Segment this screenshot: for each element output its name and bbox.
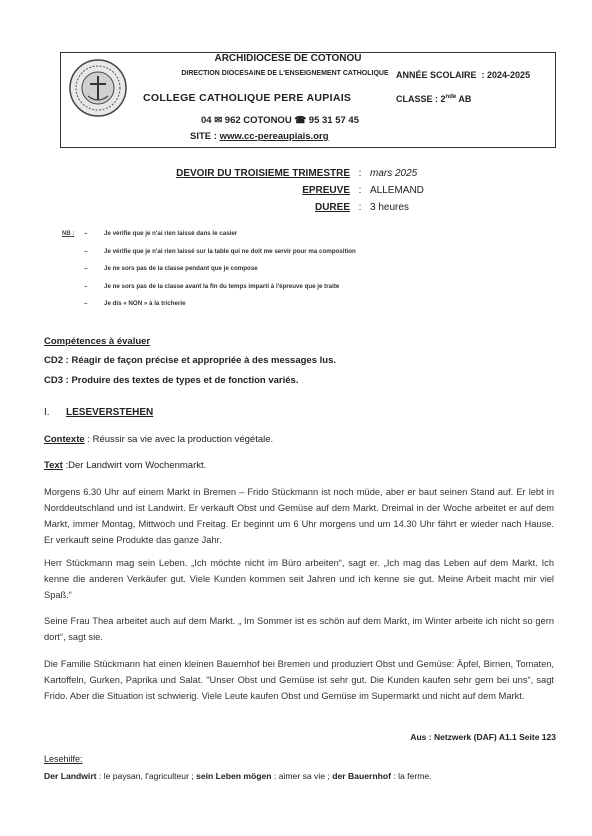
paragraph: Seine Frau Thea arbeitet auch auf dem Markt. „ Im Sommer ist es schön auf dem Markt, im Winter arbeite ich nicht so gern dort“, sagt sie.	[44, 616, 554, 642]
exam-row	[150, 199, 450, 216]
section-title: LESEVERSTEHEN	[66, 407, 154, 418]
lesehilfe-def: : aimer sa vie ;	[271, 771, 333, 781]
text-label: Text	[44, 460, 63, 471]
nb-list	[84, 225, 504, 313]
section-number: I.	[44, 407, 50, 418]
nb-label: NB :	[62, 231, 75, 237]
lesehilfe-term: Der Landwirt	[44, 771, 97, 781]
exam-colon: :	[358, 185, 362, 196]
text-line	[44, 460, 206, 471]
exam-value: ALLEMAND	[370, 185, 424, 196]
class-sup: nde	[445, 94, 457, 100]
section-heading	[44, 407, 153, 418]
school-year	[396, 70, 530, 80]
competence-code: CD2	[44, 355, 64, 366]
lesehilfe-def: : la ferme.	[390, 771, 432, 781]
competence-text: : Produire des textes de types et de fonction variés.	[65, 375, 299, 386]
exam-label: EPREUVE	[302, 185, 350, 196]
text-title: :Der Landwirt vom Wochenmarkt.	[62, 460, 207, 471]
contexte-label: Contexte	[44, 434, 85, 445]
nb-item-text: Je ne sors pas de la classe avant la fin du temps imparti à l'épreuve que je traite	[104, 282, 340, 290]
nb-item-text: Je vérifie que je n'ai rien laissé dans le casier	[104, 230, 238, 237]
competence-text: : Réagir de façon précise et appropriée à des messages lus.	[65, 355, 336, 366]
exam-value: mars 2025	[370, 168, 418, 179]
exam-label: DEVOIR DU TROISIEME TRIMESTRE	[176, 168, 350, 179]
lesehilfe-title-text: Lesehilfe	[44, 754, 81, 764]
paragraph: Morgens 6.30 Uhr auf einem Markt in Bremen – Frido Stückmann ist noch müde, aber er baut seinen Stand auf. Er lebt in Norddeutschland und ist Landwirt. Er verkauft Obst und Gemüse auf dem Markt. Dreimal in der Woche arbeitet er auf dem Markt, immer Montag, Mittwoch und Freitag. Er beginnt um 6 Uhr morgens und um 14.30 Uhr fährt er wieder nach Hause. Er verkauft seine Produkte das ganze Jahr.	[44, 487, 554, 545]
nb-item-text: Je ne sors pas de la classe pendant que je compose	[104, 265, 258, 272]
nb-item-text: Je dis « NON » à la tricherie	[104, 300, 186, 307]
exam-colon: :	[358, 168, 362, 179]
nb-item: – Je dis « NON » à la tricherie	[84, 300, 186, 307]
direction-line: DIRECTION DIOCESAINE DE L'ENSEIGNEMENT CATHOLIQUE	[181, 70, 389, 77]
site-line	[190, 131, 329, 142]
competences-title: Compétences à évaluer	[44, 336, 151, 347]
nb-label-text: NB	[62, 231, 71, 237]
exam-row	[150, 165, 450, 182]
lesehilfe-title: Lesehilfe:	[44, 754, 83, 764]
class-label: CLASSE	[396, 94, 433, 104]
nb-item: – Je ne sors pas de la classe pendant que je compose	[84, 265, 258, 272]
college-name: COLLEGE CATHOLIQUE PERE AUPIAIS	[143, 92, 352, 104]
school-seal-icon	[68, 58, 128, 118]
exam-label: DUREE	[314, 202, 350, 213]
source-citation: Aus : Netzwerk (DAF) A1.1 Seite 123	[410, 732, 556, 742]
class-suffix: AB	[456, 94, 472, 104]
contexte-line	[44, 434, 273, 445]
exam-row	[150, 182, 450, 199]
lesehilfe-def: : le paysan, l'agriculteur ;	[96, 771, 197, 781]
nb-item: – Je vérifie que je n'ai rien laissé dans le casier	[84, 230, 238, 237]
site-link[interactable]: www.cc-pereaupiais.org	[219, 131, 329, 142]
lesehilfe-term: sein Leben mögen	[196, 771, 272, 781]
paragraph: Herr Stückmann mag sein Leben. „Ich möchte nicht im Büro arbeiten“, sagt er. „Ich mag das Leben auf dem Markt. Ich kenne die anderen Verkäufer gut. Viele Kunden kommen seit Jahren und ich kenne sie gut. Meine Arbeit macht mir viel Spaß.“	[44, 558, 554, 600]
nb-item: – Je ne sors pas de la classe avant la fin du temps imparti à l'épreuve que je traite	[84, 282, 340, 290]
lesehilfe-term: der Bauernhof	[332, 771, 391, 781]
competence-code: CD3	[44, 375, 64, 386]
year-label: ANNÉE SCOLAIRE	[396, 70, 477, 80]
competence-item	[44, 355, 336, 366]
nb-item-text: Je vérifie que je n'ai rien laissé sur la table qui ne doit me servir pour ma composition	[104, 247, 356, 255]
year-value: : 2024-2025	[481, 70, 531, 80]
class-info	[396, 94, 471, 104]
nb-item: – Je vérifie que je n'ai rien laissé sur la table qui ne doit me servir pour ma composition	[84, 247, 356, 255]
site-label: SITE :	[190, 131, 217, 142]
archdiocese-title: ARCHIDIOCESE DE COTONOU	[214, 53, 362, 64]
contexte-text: : Réussir sa vie avec la production végétale.	[84, 434, 274, 445]
exam-value: 3 heures	[370, 202, 409, 213]
competence-item	[44, 375, 298, 386]
paragraph: Die Familie Stückmann hat einen kleinen Bauernhof bei Bremen und produziert Obst und Gemüse: Äpfel, Birnen, Tomaten, Kartoffeln, Gurken, Paprika und Salat. "Unser Obst und Gemüse ist sehr gut. Die Kunden kaufen sehr gern bei uns“, sagt Frido. Aber die Situation ist schwierig. Viele Leute kaufen Obst und Gemüse im Supermarkt und nicht auf dem Markt.	[44, 659, 554, 701]
class-value: : 2	[435, 94, 446, 104]
lesehilfe-line	[44, 771, 432, 781]
exam-colon: :	[358, 202, 362, 213]
exam-info	[150, 165, 450, 216]
contact-line: 04 ✉ 962 COTONOU ☎ 95 31 57 45	[201, 115, 359, 126]
